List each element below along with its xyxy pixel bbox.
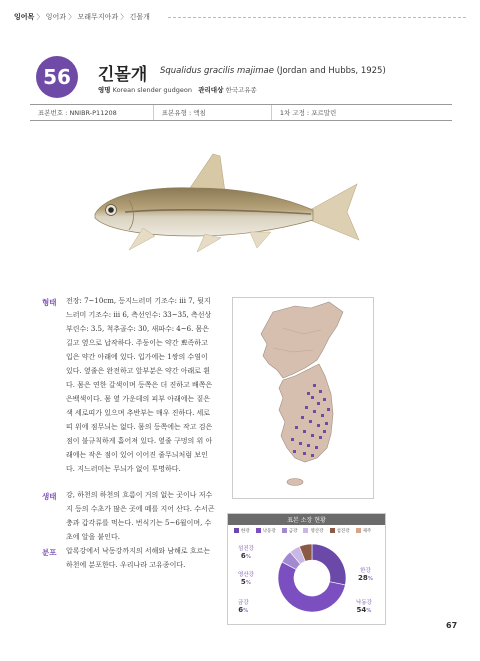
legend-item	[256, 528, 276, 534]
distribution-section-text: 압록강에서 낙동강까지의 서해와 남해로 흐르는 하천에 분포한다. 우리나라 고유종이다.	[66, 547, 211, 569]
legend-item	[303, 528, 323, 534]
legend-swatch	[282, 528, 287, 533]
english-name: Korean slender gudgeon	[112, 86, 193, 94]
breadcrumb-separator: 〉	[118, 13, 128, 21]
label-geum-value: 6	[238, 606, 244, 614]
specimen-id: 표본번호 : NNIBR-P11208	[30, 105, 154, 120]
legend-swatch	[356, 528, 361, 533]
label-yeongsan-value: 5	[240, 578, 246, 586]
label-nakdong-value: 54	[356, 606, 367, 614]
breadcrumb-order: 잉어목	[14, 13, 35, 21]
breadcrumb-subfamily: 모래무지아과	[77, 13, 119, 21]
ecology-section-label: 생태	[42, 492, 57, 501]
unit: %	[366, 608, 372, 614]
legend-item	[356, 528, 372, 534]
unit: %	[367, 576, 373, 582]
label-geum	[238, 600, 249, 615]
label-nakdong-name: 낙동강	[356, 600, 372, 606]
legend-label: 금강	[288, 529, 298, 534]
chart-legend	[234, 528, 371, 534]
label-nakdong	[356, 600, 372, 615]
legend-item	[234, 528, 250, 534]
legend-item	[330, 528, 350, 534]
legend-label: 한강	[241, 529, 250, 534]
pie-chart	[276, 542, 348, 614]
specimen-type: 표본유형 : 액침	[154, 105, 272, 120]
breadcrumb-family: 잉어과	[45, 13, 67, 21]
distribution-section-label: 분포	[42, 548, 57, 557]
fish-photo	[85, 148, 365, 258]
unit: %	[243, 608, 249, 614]
label-geum-name: 금강	[238, 600, 249, 606]
label-seomjin-name: 섬진강	[238, 546, 254, 552]
legend-label: 섬진강	[336, 529, 350, 534]
legend-label: 영산강	[310, 529, 324, 534]
specimen-fixation: 1차 고정 : 포르말린	[279, 109, 337, 117]
species-number-badge: 56	[36, 56, 78, 98]
legend-label: 제주	[362, 529, 372, 534]
status-label: 관리대상	[198, 86, 224, 94]
scientific-name: Squalidus gracilis majimae	[160, 66, 274, 76]
korea-map	[233, 298, 373, 498]
species-scientific-name	[160, 66, 386, 76]
breadcrumb	[14, 12, 150, 22]
status-value: 한국고유종	[225, 86, 257, 94]
header-divider	[168, 17, 466, 18]
specimen-info-bar	[30, 104, 452, 121]
species-korean-name: 긴몰개	[98, 65, 148, 85]
label-seomjin	[238, 546, 254, 561]
label-yeongsan	[238, 572, 254, 587]
label-yeongsan-name: 영산강	[238, 572, 254, 578]
distribution-map	[232, 297, 374, 499]
label-han-value: 28	[358, 574, 368, 582]
legend-swatch	[330, 528, 335, 533]
label-seomjin-value: 6	[240, 552, 246, 560]
ecology-section-text: 강, 하천의 하천의 흐름이 거의 없는 곳이나 저수지 등의 수초가 많은 곳에 떼를 지어 산다. 수서곤충과 갑각류를 먹는다. 번식기는 5~6월이며, 수초에 알을 붙인다.	[66, 491, 215, 541]
scientific-authority: (Jordan and Hubbs, 1925)	[276, 66, 386, 76]
legend-label: 낙동강	[262, 529, 276, 534]
unit: %	[245, 554, 252, 560]
unit: %	[245, 580, 252, 586]
species-meta	[98, 85, 257, 94]
breadcrumb-separator: 〉	[34, 13, 44, 21]
breadcrumb-species: 긴몰개	[129, 13, 150, 21]
form-section-text: 전장: 7~10cm, 등지느러미 기조수: iii 7, 뒷지느러미 기조수: iii 6, 측선인수: 33~35, 측선상부린수: 3.5, 척추골수: 30, 새파수: 4~6. 몸은 길고 옆으로 납작하다. 주둥이는 약간 뾰족하고 입은 약간 아래에 있다. 입가에는 1쌍의 수염이 있다. 옆줄은 완전하고 앞부분은 약간 아래로 휜다. 몸은 연한 갈색이며 등쪽은 더 진하고 배쪽은 은백색이다. 몸 옆 가운데의 피부 아래에는 짙은색 세로띠가 있으며 추반부는 매우 진하다. 세로띠 위에 점무늬는 없다. 몸의 등쪽에는 작고 검은 점이 불규칙하게 흩어져 있다. 옆줄 구멍의 위 아래에는 작은 점이 있어 이어진 줄무늬처럼 보인다. 지느러미는 무늬가 없이 투명하다.	[66, 297, 213, 473]
label-han-name: 한강	[360, 568, 371, 574]
legend-swatch	[256, 528, 261, 533]
collection-status-chart	[227, 513, 386, 625]
pie-slice-한강	[312, 544, 346, 585]
legend-swatch	[234, 528, 239, 533]
breadcrumb-separator: 〉	[66, 13, 76, 21]
chart-title: 표본 소장 현황	[228, 514, 385, 525]
form-section-label: 형태	[42, 298, 57, 307]
english-name-label: 영명	[98, 86, 111, 94]
label-han	[358, 568, 373, 583]
legend-swatch	[303, 528, 308, 533]
page-number: 67	[446, 621, 458, 630]
legend-item	[282, 528, 298, 534]
